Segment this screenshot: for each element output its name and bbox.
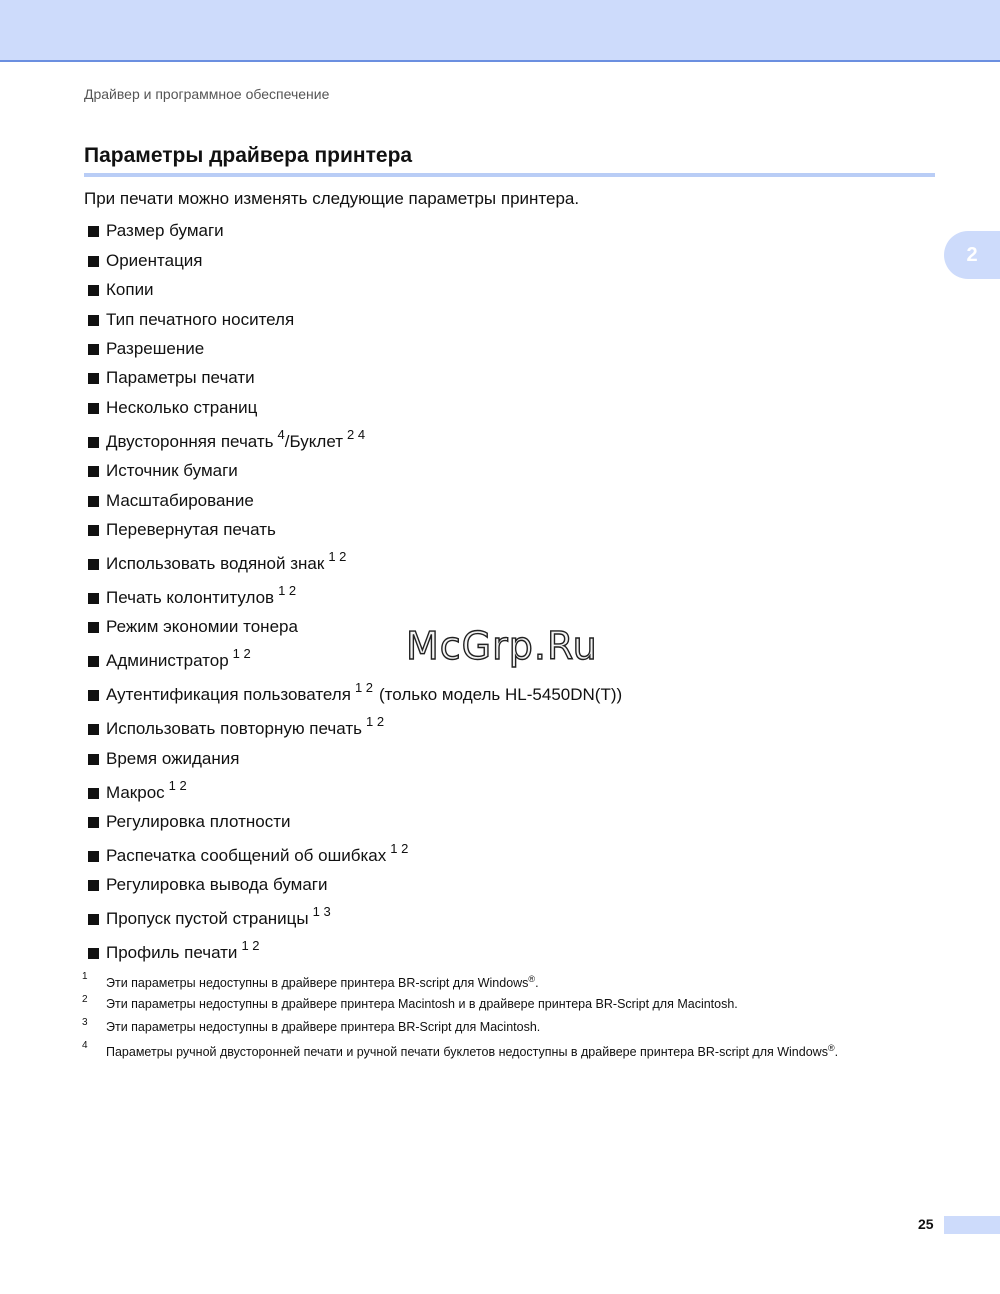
footnote-ref: 2 4 <box>347 426 366 442</box>
footnote-ref: 1 2 <box>278 582 297 598</box>
list-item-label: Пропуск пустой страницы <box>106 909 309 929</box>
footnote-ref: 1 2 <box>241 938 260 954</box>
square-bullet-icon <box>88 788 99 799</box>
footnote-ref: 1 3 <box>312 904 331 920</box>
square-bullet-icon <box>88 724 99 735</box>
list-item-label: Администратор <box>106 651 229 671</box>
list-item-label: Регулировка вывода бумаги <box>106 875 328 895</box>
list-item <box>88 359 958 388</box>
list-item-label: Время ожидания <box>106 748 240 768</box>
footnote-ref: 1 2 <box>390 841 409 857</box>
list-item-suffix: (только модель HL-5450DN(T)) <box>379 685 623 705</box>
list-item-label: Профиль печати <box>106 943 238 963</box>
footnote-number: 3 <box>82 1017 88 1028</box>
registered-mark: ® <box>528 974 536 984</box>
list-item-label: Использовать водяной знак <box>106 553 325 573</box>
list-item-label: Несколько страниц <box>106 397 258 417</box>
page-number: 25 <box>918 1216 934 1232</box>
square-bullet-icon <box>88 914 99 925</box>
list-item-label: Использовать повторную печать <box>106 719 362 739</box>
list-item-label: Аутентификация пользователя <box>106 685 351 705</box>
list-item-label: Масштабирование <box>106 490 254 510</box>
list-item-label: Источник бумаги <box>106 461 238 481</box>
list-item <box>88 574 958 608</box>
footnote-end: . <box>535 976 539 991</box>
footnotes <box>82 971 962 1066</box>
list-item <box>88 769 958 803</box>
footnote-ref: 1 2 <box>168 777 187 793</box>
list-item-label: Тип печатного носителя <box>106 309 295 329</box>
list-item-label: Макрос <box>106 782 165 802</box>
list-item <box>88 212 958 241</box>
page-number-tab <box>944 1216 1000 1234</box>
list-item <box>88 671 958 705</box>
list-item <box>88 803 958 832</box>
footnote-number: 4 <box>82 1040 88 1051</box>
square-bullet-icon <box>88 817 99 828</box>
list-item <box>88 330 958 359</box>
footnote <box>82 994 962 1020</box>
footnote-text: Эти параметры недоступны в драйвере принтера BR-Script для Macintosh. <box>106 1020 541 1034</box>
list-item-label: Разрешение <box>106 338 205 358</box>
footnote-text: Эти параметры недоступны в драйвере принтера Macintosh и в драйвере принтера BR-Script для Macintosh. <box>106 997 738 1011</box>
list-item <box>88 895 958 929</box>
square-bullet-icon <box>88 656 99 667</box>
list-item <box>88 452 958 481</box>
header-band <box>0 0 1000 62</box>
list-item <box>88 832 958 866</box>
list-item-label: Копии <box>106 280 154 300</box>
square-bullet-icon <box>88 373 99 384</box>
footnote-text: Параметры ручной двусторонней печати и ручной печати буклетов недоступны в драйвере принтера BR-script для Windows <box>106 1045 828 1060</box>
footnote-text: Эти параметры недоступны в драйвере принтера BR-script для Windows <box>106 976 529 991</box>
list-item <box>88 929 958 963</box>
list-item <box>88 388 958 417</box>
list-item <box>88 300 958 329</box>
list-item <box>88 866 958 895</box>
list-item <box>88 540 958 574</box>
list-item-label: Двусторонняя печать <box>106 431 274 451</box>
square-bullet-icon <box>88 285 99 296</box>
parameter-list <box>88 212 958 963</box>
breadcrumb: Драйвер и программное обеспечение <box>84 86 330 102</box>
footnote-number: 1 <box>82 971 88 982</box>
footnote-ref: 1 2 <box>354 680 374 696</box>
footnote <box>82 1040 962 1066</box>
square-bullet-icon <box>88 315 99 326</box>
footnote-ref: 1 2 <box>232 646 251 662</box>
square-bullet-icon <box>88 525 99 536</box>
chapter-tab: 2 <box>944 231 1000 279</box>
list-item-label: Регулировка плотности <box>106 812 291 832</box>
list-item <box>88 511 958 540</box>
square-bullet-icon <box>88 256 99 267</box>
footnote <box>82 971 962 997</box>
square-bullet-icon <box>88 403 99 414</box>
square-bullet-icon <box>88 622 99 633</box>
footnote-ref: 1 2 <box>366 714 385 730</box>
list-item-label: Распечатка сообщений об ошибках <box>106 846 387 866</box>
title-underline <box>84 173 935 177</box>
section-title: Параметры драйвера принтера <box>84 144 413 167</box>
square-bullet-icon <box>88 437 99 448</box>
list-item <box>88 739 958 768</box>
square-bullet-icon <box>88 851 99 862</box>
square-bullet-icon <box>88 690 99 701</box>
footnote-end: . <box>834 1045 839 1060</box>
square-bullet-icon <box>88 344 99 355</box>
square-bullet-icon <box>88 466 99 477</box>
list-item <box>88 705 958 739</box>
square-bullet-icon <box>88 948 99 959</box>
square-bullet-icon <box>88 496 99 507</box>
list-item <box>88 271 958 300</box>
intro-text: При печати можно изменять следующие параметры принтера. <box>84 189 580 208</box>
list-item-label: Размер бумаги <box>106 221 224 241</box>
list-item-label: Параметры печати <box>106 368 255 388</box>
square-bullet-icon <box>88 559 99 570</box>
list-item-label: Режим экономии тонера <box>106 617 298 637</box>
list-item <box>88 418 958 452</box>
square-bullet-icon <box>88 593 99 604</box>
footnote-ref: 4 <box>277 426 285 442</box>
square-bullet-icon <box>88 754 99 765</box>
list-item-suffix: /Буклет <box>284 431 343 451</box>
list-item-label: Печать колонтитулов <box>106 587 275 607</box>
footnote-number: 2 <box>82 994 88 1005</box>
footnote <box>82 1017 962 1043</box>
watermark: McGrp.Ru <box>406 624 598 668</box>
list-item <box>88 481 958 510</box>
footnote-ref: 1 2 <box>328 548 347 564</box>
list-item-label: Перевернутая печать <box>106 519 276 539</box>
registered-mark: ® <box>827 1043 835 1053</box>
square-bullet-icon <box>88 226 99 237</box>
list-item <box>88 241 958 270</box>
list-item-label: Ориентация <box>106 250 203 270</box>
square-bullet-icon <box>88 880 99 891</box>
